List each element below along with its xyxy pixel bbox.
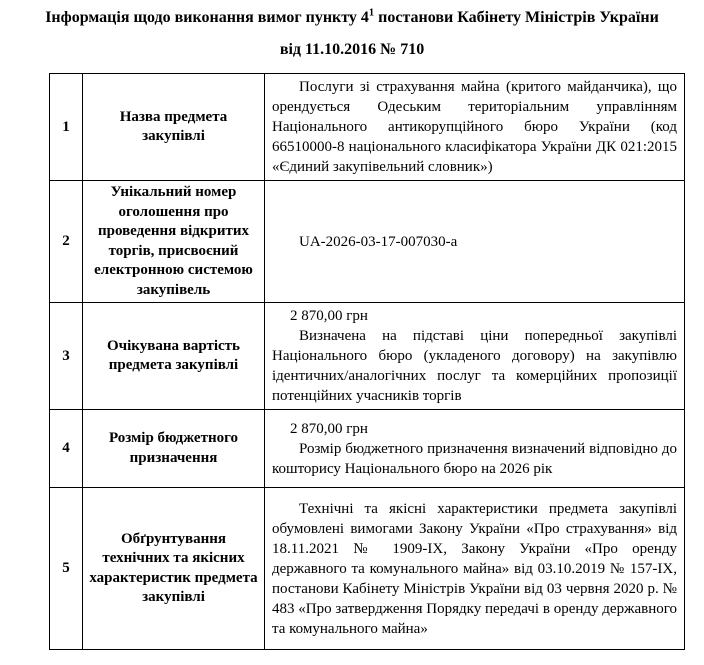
row-content-cell [265, 303, 685, 410]
content-paragraph: Розмір бюджетного призначення визначений відповідно до кошторису Національного бюро на 2026 рік [272, 440, 677, 477]
content-paragraph: Послуги зі страхування майна (критого майданчика), що орендується Одеським територіальним управлінням Національного антикорупційного бюро України (код 66510000-8 національного класифікатора України ДК 021:2015 «Єдиний закупівельний словник») [272, 79, 677, 175]
row-label-cell: Розмір бюджетного призначення [83, 410, 265, 488]
table-row [50, 488, 685, 650]
title-line-1-suffix: постанови Кабінету Міністрів України [374, 9, 659, 26]
table-row [50, 74, 685, 181]
row-number-cell: 4 [50, 410, 83, 488]
row-content-cell [265, 181, 685, 303]
procurement-info-table [49, 73, 685, 650]
title-line-2: від 11.10.2016 № 710 [279, 41, 425, 58]
title-superscript: 1 [368, 7, 375, 19]
content-paragraph: 2 870,00 грн [290, 308, 368, 324]
row-number-cell: 3 [50, 303, 83, 410]
table-row [50, 410, 685, 488]
row-label-cell: Обґрунтування технічних та якісних характеристик предмета закупівлі [83, 488, 265, 650]
content-paragraph: 2 870,00 грн [290, 420, 368, 437]
row-content-cell [265, 74, 685, 181]
title-line-1-prefix: Інформація щодо виконання вимог пункту 4 [45, 9, 369, 26]
row-number-cell: 2 [50, 181, 83, 303]
row-label-cell: Унікальний номер оголошення про проведення відкритих торгів, присвоєний електронною системою закупівель [83, 181, 265, 303]
content-paragraph: Технічні та якісні характеристики предмета закупівлі обумовлені вимогами Закону України «Про страхування» від 18.11.2021 № 1909-IX, Закону України «Про оренду державного та комунального майна» від 03.10.2019 № 157-IX, постанови Кабінету Міністрів України від 03 червня 2020 р. № 483 «Про затвердження Порядку передачі в оренду державного та комунального майна» [272, 500, 677, 637]
row-label-cell: Назва предмета закупівлі [83, 74, 265, 181]
content-paragraph: Визначена на підставі ціни попередньої закупівлі Національного бюро (укладеного договору) на закупівлю ідентичних/аналогічних послуг та комерційних пропозиції потенційних учасників торгів [272, 328, 677, 404]
row-label-cell: Очікувана вартість предмета закупівлі [83, 303, 265, 410]
title-line-1 [0, 8, 704, 27]
row-number-cell: 5 [50, 488, 83, 650]
document-title [0, 0, 704, 59]
table-row [50, 303, 685, 410]
row-content-cell [265, 410, 685, 488]
table-row [50, 181, 685, 303]
row-content-cell [265, 488, 685, 650]
content-paragraph: UA-2026-03-17-007030-a [299, 233, 458, 250]
row-number-cell: 1 [50, 74, 83, 181]
